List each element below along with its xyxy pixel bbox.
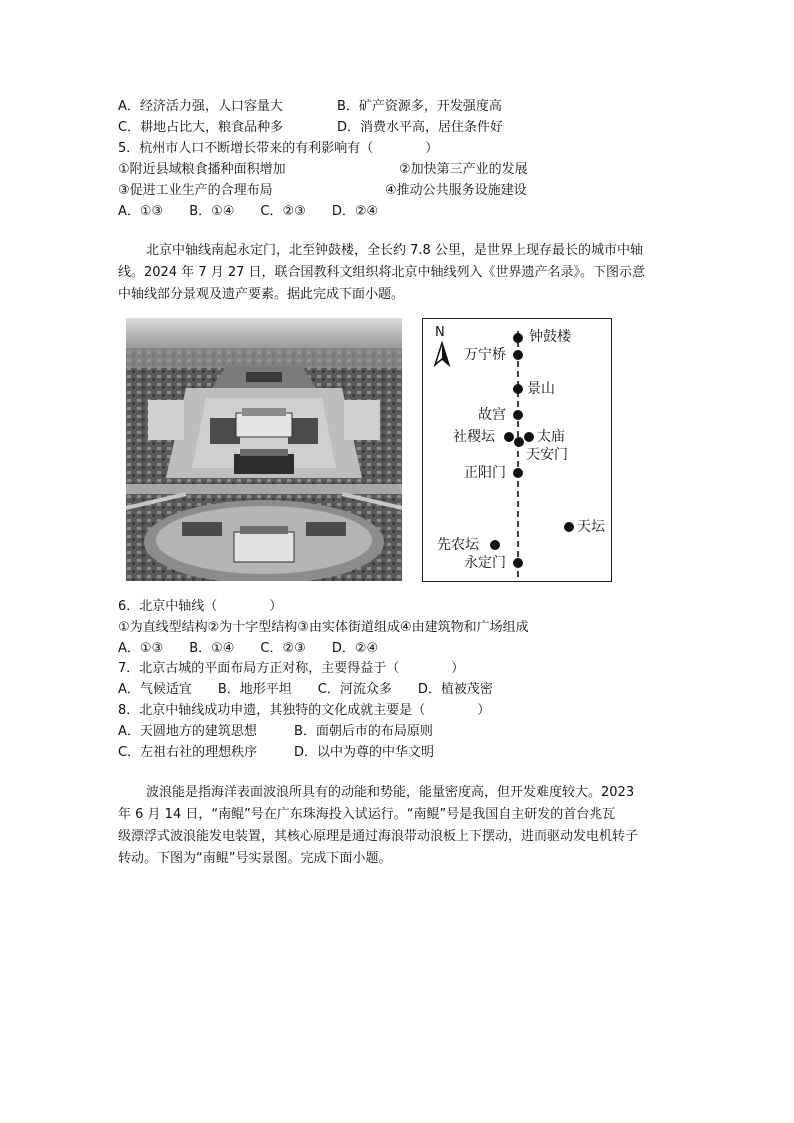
- q4-option-a: A．经济活力强，人口容量大: [118, 99, 283, 114]
- label-zhengyangmen: 正阳门: [464, 465, 506, 481]
- passage1-line3: 中轴线部分景观及遗产要素。据此完成下面小题。: [118, 287, 405, 302]
- passage2-line3: 级漂浮式波浪能发电装置，其核心原理是通过海浪带动浪板上下摆动，进而驱动发电机转子: [118, 829, 639, 844]
- label-gugong: 故宫: [478, 407, 506, 423]
- q8-option-b: B．面朝后市的布局原则: [294, 724, 433, 739]
- north-label: N: [435, 325, 445, 340]
- q7-stem: 7．北京古城的平面布局方正对称，主要得益于（ ）: [118, 661, 465, 676]
- q4-option-b: B．矿产资源多，开发强度高: [337, 99, 502, 114]
- label-tiantan: 天坛: [577, 519, 605, 535]
- q4-option-c: C．耕地占比大，粮食品种多: [118, 120, 284, 135]
- point-xiannongtan: [490, 540, 500, 550]
- point-gugong: [513, 410, 523, 420]
- passage-central-axis: [118, 240, 680, 306]
- q5-item-1: ①附近县域粮食播种面积增加: [118, 162, 286, 177]
- point-zhonggulou: [513, 333, 523, 343]
- q4-option-d: D．消费水平高，居住条件好: [337, 120, 504, 135]
- passage2-line1: 波浪能是指海洋表面波浪所具有的动能和势能，能量密度高，但开发难度较大。2023: [146, 785, 635, 800]
- label-yongdingmen: 永定门: [464, 555, 506, 571]
- passage-wave-energy: [118, 782, 680, 870]
- q5-item-4: ④推动公共服务设施建设: [385, 183, 527, 198]
- label-shejitan: 社稷坛: [453, 429, 495, 445]
- point-wanningqiao: [513, 350, 523, 360]
- q8-stem: 8．北京中轴线成功申遗，其独特的文化成就主要是（ ）: [118, 703, 491, 718]
- q6-options: A．①③ B．①④ C．②③ D．②④: [118, 641, 379, 656]
- central-axis-map: [422, 318, 612, 582]
- q8-option-d: D．以中为尊的中华文明: [294, 745, 435, 760]
- aerial-photo-tiananmen: [126, 318, 402, 581]
- passage2-line2: 年 6 月 14 日，“南鲲”号在广东珠海投入试运行。“南鲲”号是我国自主研发的首台兆瓦: [118, 807, 616, 822]
- point-tiantan: [564, 522, 574, 532]
- q5-item-3: ③促进工业生产的合理布局: [118, 183, 273, 198]
- q5-item-2: ②加快第三产业的发展: [399, 162, 528, 177]
- point-yongdingmen: [513, 558, 523, 568]
- point-tiananmen: [514, 437, 524, 447]
- q6-stem: 6．北京中轴线（ ）: [118, 599, 283, 614]
- label-xiannongtan: 先农坛: [437, 537, 479, 553]
- q8-option-c: C．左祖右社的理想秩序: [118, 745, 258, 760]
- point-shejitan: [504, 432, 514, 442]
- point-zhengyangmen: [513, 468, 523, 478]
- point-taimiao: [524, 432, 534, 442]
- q5-options: A．①③ B．①④ C．②③ D．②④: [118, 204, 379, 219]
- q5-stem: 5．杭州市人口不断增长带来的有利影响有（ ）: [118, 141, 439, 156]
- passage2-line4: 转动。下图为“南鲲”号实景图。完成下面小题。: [118, 851, 392, 866]
- label-taimiao: 太庙: [537, 429, 565, 445]
- label-tiananmen: 天安门: [526, 447, 568, 463]
- q8-option-a: A．天圆地方的建筑思想: [118, 724, 257, 739]
- label-zhonggulou: 钟鼓楼: [529, 329, 571, 345]
- point-jingshan: [513, 384, 523, 394]
- passage1-line1: 北京中轴线南起永定门，北至钟鼓楼，全长约 7.8 公里，是世界上现存最长的城市中轴: [146, 243, 643, 258]
- label-wanningqiao: 万宁桥: [464, 347, 506, 363]
- passage1-line2: 线。2024 年 7 月 27 日，联合国教科文组织将北京中轴线列入《世界遗产名录》。下图示意: [118, 265, 646, 280]
- label-jingshan: 景山: [527, 381, 555, 397]
- q7-options: A．气候适宜 B．地形平坦 C．河流众多 D．植被茂密: [118, 682, 493, 697]
- q6-items: ①为直线型结构②为十字型结构③由实体街道组成④由建筑物和广场组成: [118, 620, 529, 635]
